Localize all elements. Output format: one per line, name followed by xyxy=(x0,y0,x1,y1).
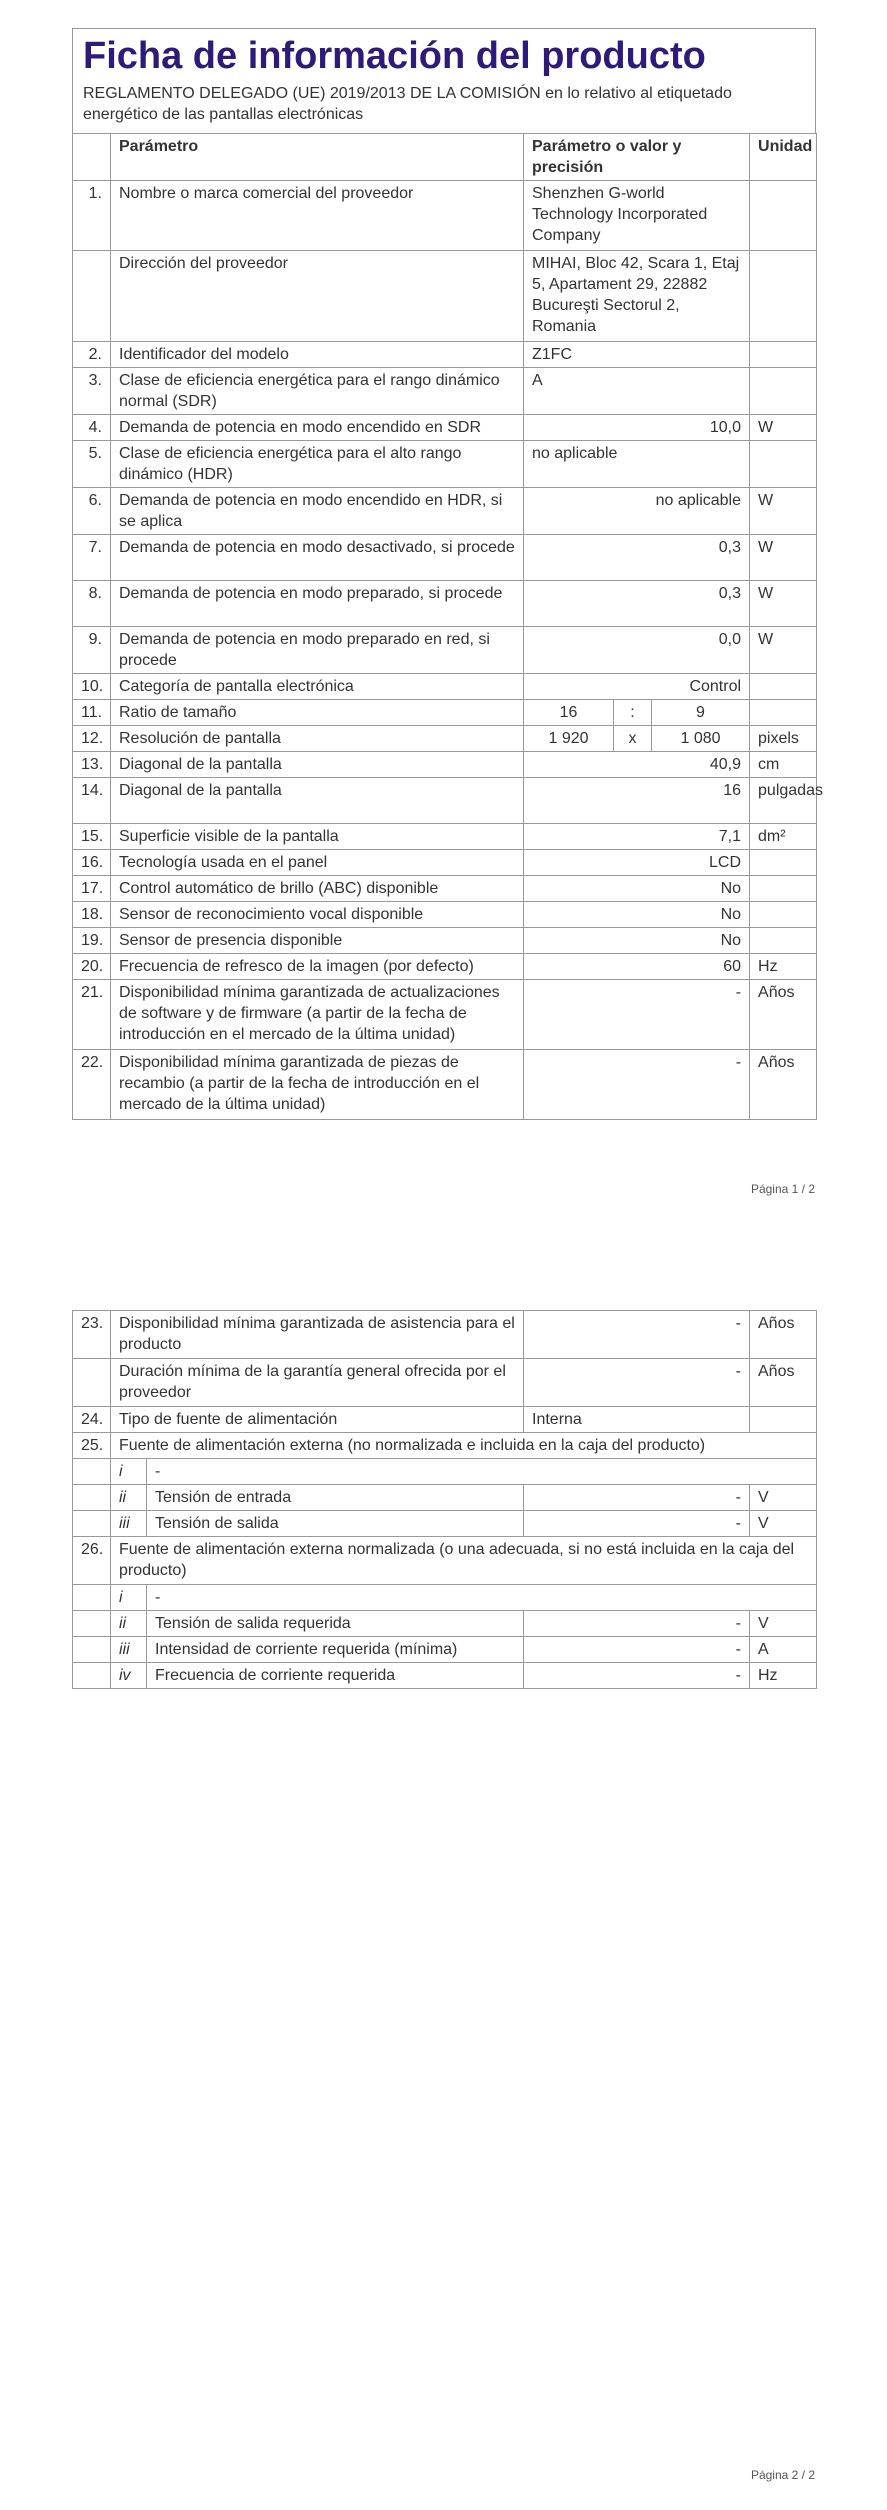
row-unit: dm² xyxy=(750,824,817,850)
row-number: 6. xyxy=(73,488,111,535)
table-row xyxy=(73,627,817,674)
table-row xyxy=(73,674,817,700)
table-row xyxy=(73,1485,817,1511)
table-row xyxy=(73,1311,817,1359)
row-unit: Años xyxy=(750,1311,817,1359)
row-number: 20. xyxy=(73,954,111,980)
header-parameter: Parámetro xyxy=(111,134,524,181)
row-value: - xyxy=(524,1611,750,1637)
product-info-table-continued xyxy=(72,1310,817,1689)
table-row xyxy=(73,1359,817,1407)
table-row xyxy=(73,824,817,850)
row-parameter: Sensor de presencia disponible xyxy=(111,928,524,954)
row-number: 19. xyxy=(73,928,111,954)
row-parameter: Categoría de pantalla electrónica xyxy=(111,674,524,700)
table-row xyxy=(73,1585,817,1611)
row-parameter: Frecuencia de refresco de la imagen (por defecto) xyxy=(111,954,524,980)
row-value: Interna xyxy=(524,1407,750,1433)
table-row xyxy=(73,368,817,415)
table-row xyxy=(73,441,817,488)
row-unit: pixels xyxy=(750,726,817,752)
product-info-table xyxy=(72,133,823,1120)
row-value: LCD xyxy=(524,850,750,876)
row-unit xyxy=(750,441,817,488)
row-value: 10,0 xyxy=(524,415,750,441)
row-value: - xyxy=(524,1050,750,1120)
row-number xyxy=(73,1459,111,1485)
row-number: 17. xyxy=(73,876,111,902)
row-number: 25. xyxy=(73,1433,111,1459)
row-number: 16. xyxy=(73,850,111,876)
row-parameter: Resolución de pantalla xyxy=(111,726,524,752)
row-value: no aplicable xyxy=(524,441,750,488)
row-number xyxy=(73,1511,111,1537)
table-row xyxy=(73,902,817,928)
header-unit: Unidad xyxy=(750,134,817,181)
table-header-row xyxy=(73,134,817,181)
sub-number: ii xyxy=(111,1485,147,1511)
row-parameter: Demanda de potencia en modo encendido en SDR xyxy=(111,415,524,441)
row-number xyxy=(73,1611,111,1637)
row-number: 13. xyxy=(73,752,111,778)
row-number xyxy=(73,1663,111,1689)
row-number: 23. xyxy=(73,1311,111,1359)
row-value: 7,1 xyxy=(524,824,750,850)
row-number: 11. xyxy=(73,700,111,726)
row-value: MIHAI, Bloc 42, Scara 1, Etaj 5, Apartament 29, 22882 Bucureşti Sectorul 2, Romania xyxy=(524,251,750,342)
row-unit xyxy=(750,181,817,251)
row-unit xyxy=(750,876,817,902)
row-value: - xyxy=(524,1511,750,1537)
table-row xyxy=(73,1611,817,1637)
table-row xyxy=(73,1407,817,1433)
row-unit: W xyxy=(750,415,817,441)
table-row xyxy=(73,980,817,1050)
table-row xyxy=(73,954,817,980)
document-title: Ficha de información del producto xyxy=(83,35,706,77)
document-header xyxy=(72,28,816,133)
table-row xyxy=(73,778,817,824)
document-subtitle: REGLAMENTO DELEGADO (UE) 2019/2013 DE LA COMISIÓN en lo relativo al etiquetado energético de las pantallas electrónicas xyxy=(83,85,732,123)
row-parameter: Sensor de reconocimiento vocal disponible xyxy=(111,902,524,928)
ratio-height: 9 xyxy=(652,700,750,726)
row-parameter: Control automático de brillo (ABC) disponible xyxy=(111,876,524,902)
row-value: 16 xyxy=(524,778,750,824)
row-parameter: Tensión de entrada xyxy=(147,1485,524,1511)
row-value: No xyxy=(524,902,750,928)
row-parameter: Demanda de potencia en modo preparado en red, si procede xyxy=(111,627,524,674)
row-parameter: Demanda de potencia en modo encendido en HDR, si se aplica xyxy=(111,488,524,535)
row-number: 7. xyxy=(73,535,111,581)
row-parameter: Diagonal de la pantalla xyxy=(111,778,524,824)
row-unit xyxy=(750,342,817,368)
row-parameter: Tipo de fuente de alimentación xyxy=(111,1407,524,1433)
row-number xyxy=(73,1637,111,1663)
sub-number: iii xyxy=(111,1511,147,1537)
table-row xyxy=(73,251,817,342)
row-value: 60 xyxy=(524,954,750,980)
ratio-separator: : xyxy=(614,700,652,726)
row-unit: Años xyxy=(750,1050,817,1120)
row-unit: V xyxy=(750,1511,817,1537)
row-number: 22. xyxy=(73,1050,111,1120)
table-row xyxy=(73,1511,817,1537)
resolution-height: 1 080 xyxy=(652,726,750,752)
row-parameter: Duración mínima de la garantía general ofrecida por el proveedor xyxy=(111,1359,524,1407)
resolution-separator: x xyxy=(614,726,652,752)
row-value: Control xyxy=(524,674,750,700)
row-value: 40,9 xyxy=(524,752,750,778)
header-number-cell xyxy=(73,134,111,181)
table-row xyxy=(73,1537,817,1585)
row-number: 3. xyxy=(73,368,111,415)
row-number: 4. xyxy=(73,415,111,441)
row-value: - xyxy=(524,1663,750,1689)
row-value: A xyxy=(524,368,750,415)
row-value: Z1FC xyxy=(524,342,750,368)
row-number: 26. xyxy=(73,1537,111,1585)
row-number: 24. xyxy=(73,1407,111,1433)
resolution-width: 1 920 xyxy=(524,726,614,752)
row-value: - xyxy=(524,980,750,1050)
row-parameter: Tensión de salida requerida xyxy=(147,1611,524,1637)
row-parameter: Dirección del proveedor xyxy=(111,251,524,342)
sub-number: iv xyxy=(111,1663,147,1689)
row-parameter: Demanda de potencia en modo preparado, si procede xyxy=(111,581,524,627)
sub-number: i xyxy=(111,1585,147,1611)
row-value: 0,0 xyxy=(524,627,750,674)
row-unit: W xyxy=(750,535,817,581)
page-1 xyxy=(72,28,823,1120)
row-number: 12. xyxy=(73,726,111,752)
page-number-2: Página 2 / 2 xyxy=(750,2468,815,2482)
row-number: 2. xyxy=(73,342,111,368)
row-value: - xyxy=(524,1359,750,1407)
row-parameter: Fuente de alimentación externa normalizada (o una adecuada, si no está incluida en la caja del producto) xyxy=(111,1537,817,1585)
row-unit xyxy=(750,1407,817,1433)
table-row xyxy=(73,700,817,726)
row-unit: Años xyxy=(750,1359,817,1407)
row-unit: V xyxy=(750,1485,817,1511)
row-unit: W xyxy=(750,627,817,674)
row-value: no aplicable xyxy=(524,488,750,535)
row-number: 1. xyxy=(73,181,111,251)
row-unit: cm xyxy=(750,752,817,778)
row-number xyxy=(73,1359,111,1407)
row-unit: Años xyxy=(750,980,817,1050)
row-value: No xyxy=(524,876,750,902)
row-number: 9. xyxy=(73,627,111,674)
row-parameter: Tensión de salida xyxy=(147,1511,524,1537)
table-row xyxy=(73,1459,817,1485)
row-number xyxy=(73,1585,111,1611)
row-unit xyxy=(750,902,817,928)
table-row xyxy=(73,581,817,627)
row-number: 15. xyxy=(73,824,111,850)
row-number: 8. xyxy=(73,581,111,627)
row-unit: A xyxy=(750,1637,817,1663)
sub-number: i xyxy=(111,1459,147,1485)
row-value: Shenzhen G-world Technology Incorporated Company xyxy=(524,181,750,251)
row-parameter: Fuente de alimentación externa (no normalizada e incluida en la caja del producto) xyxy=(111,1433,817,1459)
row-parameter: Disponibilidad mínima garantizada de piezas de recambio (a partir de la fecha de introducción en el mercado de la última unidad) xyxy=(111,1050,524,1120)
table-row xyxy=(73,488,817,535)
row-value: 0,3 xyxy=(524,535,750,581)
row-value: 0,3 xyxy=(524,581,750,627)
table-row xyxy=(73,1637,817,1663)
table-row xyxy=(73,1663,817,1689)
table-row xyxy=(73,752,817,778)
table-row xyxy=(73,181,817,251)
row-value: - xyxy=(524,1485,750,1511)
row-parameter: Nombre o marca comercial del proveedor xyxy=(111,181,524,251)
row-parameter: Frecuencia de corriente requerida xyxy=(147,1663,524,1689)
row-unit xyxy=(750,928,817,954)
table-row xyxy=(73,535,817,581)
row-unit: W xyxy=(750,581,817,627)
row-unit: V xyxy=(750,1611,817,1637)
row-unit xyxy=(750,368,817,415)
row-number: 10. xyxy=(73,674,111,700)
row-number xyxy=(73,251,111,342)
table-row xyxy=(73,415,817,441)
row-parameter: Diagonal de la pantalla xyxy=(111,752,524,778)
row-unit: W xyxy=(750,488,817,535)
row-parameter: Clase de eficiencia energética para el rango dinámico normal (SDR) xyxy=(111,368,524,415)
row-parameter: Intensidad de corriente requerida (mínima) xyxy=(147,1637,524,1663)
table-row xyxy=(73,726,817,752)
row-parameter: Clase de eficiencia energética para el alto rango dinámico (HDR) xyxy=(111,441,524,488)
row-value: - xyxy=(524,1637,750,1663)
table-row xyxy=(73,1050,817,1120)
row-parameter: Disponibilidad mínima garantizada de actualizaciones de software y de firmware (a partir de la fecha de introducción en el mercado de la última unidad) xyxy=(111,980,524,1050)
row-parameter: Tecnología usada en el panel xyxy=(111,850,524,876)
row-number xyxy=(73,1485,111,1511)
row-number: 5. xyxy=(73,441,111,488)
row-unit xyxy=(750,251,817,342)
table-row xyxy=(73,850,817,876)
page-2 xyxy=(72,1310,816,1689)
row-parameter: Superficie visible de la pantalla xyxy=(111,824,524,850)
sub-number: ii xyxy=(111,1611,147,1637)
table-row xyxy=(73,1433,817,1459)
row-number: 21. xyxy=(73,980,111,1050)
row-parameter: Disponibilidad mínima garantizada de asistencia para el producto xyxy=(111,1311,524,1359)
row-number: 18. xyxy=(73,902,111,928)
row-value: No xyxy=(524,928,750,954)
table-row xyxy=(73,876,817,902)
row-unit: Hz xyxy=(750,954,817,980)
row-unit xyxy=(750,700,817,726)
row-parameter: - xyxy=(147,1459,817,1485)
row-value: - xyxy=(524,1311,750,1359)
row-parameter: Ratio de tamaño xyxy=(111,700,524,726)
row-unit: Hz xyxy=(750,1663,817,1689)
row-number: 14. xyxy=(73,778,111,824)
row-unit xyxy=(750,674,817,700)
table-row xyxy=(73,342,817,368)
row-unit xyxy=(750,850,817,876)
sub-number: iii xyxy=(111,1637,147,1663)
row-unit: pulgadas xyxy=(750,778,817,824)
row-parameter: Demanda de potencia en modo desactivado, si procede xyxy=(111,535,524,581)
page-number-1: Página 1 / 2 xyxy=(750,1182,815,1196)
row-parameter: - xyxy=(147,1585,817,1611)
table-row xyxy=(73,928,817,954)
row-parameter: Identificador del modelo xyxy=(111,342,524,368)
header-value: Parámetro o valor y precisión xyxy=(524,134,750,181)
ratio-width: 16 xyxy=(524,700,614,726)
